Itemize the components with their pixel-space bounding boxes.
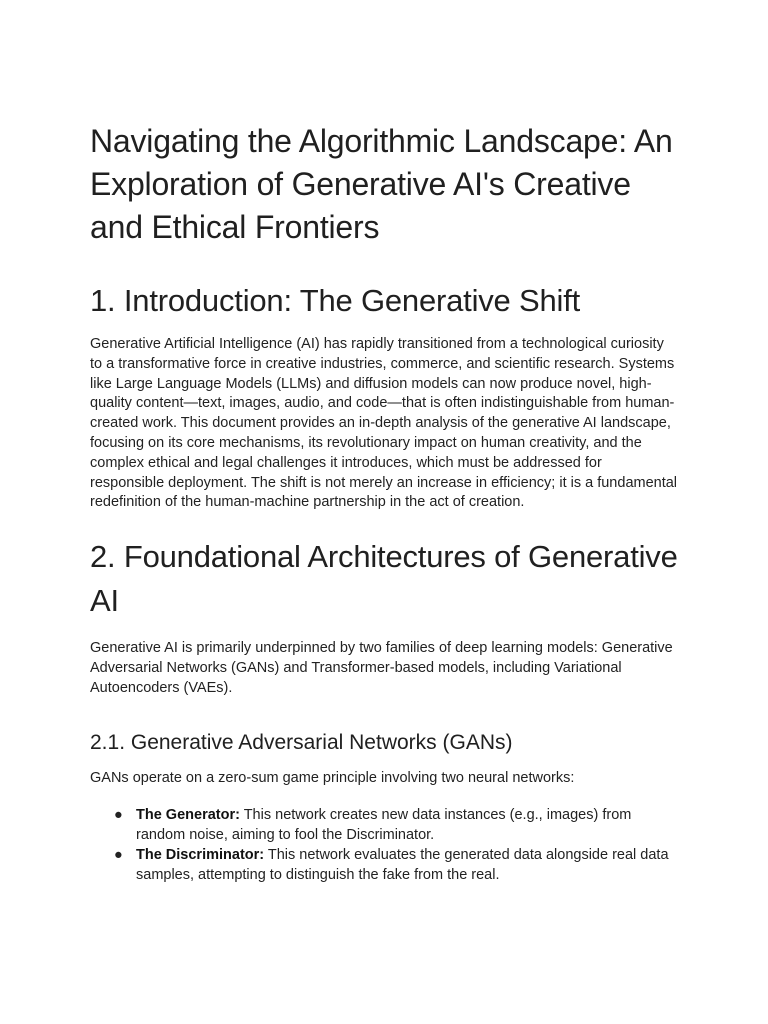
list-item bbox=[90, 846, 678, 886]
bullet-term: The Generator: bbox=[136, 807, 240, 824]
bullet-term: The Discriminator: bbox=[136, 846, 265, 863]
bullet-icon: ● bbox=[114, 846, 123, 863]
section-heading-foundational-architectures: 2. Foundational Architectures of Generative AI bbox=[90, 539, 678, 619]
introduction-paragraph: Generative Artificial Intelligence (AI) has rapidly transitioned from a technological curiosity to a transformative force in creative industries, commerce, and scientific research. Systems like Large Language Models (LLMs) and diffusion models can now produce novel, high-quality content—text, images, audio, and code—that is often indistinguishable from human-created work. This document provides an in-depth analysis of the generative AI landscape, focusing on its core mechanisms, its revolutionary impact on human creativity, and the complex ethical and legal challenges it introduces, which must be addressed for responsible deployment. The shift is not merely an increase in efficiency; it is a fundamental redefinition of the human-machine partnership in the act of creation. bbox=[90, 336, 678, 511]
bullet-icon: ● bbox=[114, 807, 123, 824]
gans-paragraph: GANs operate on a zero-sum game principle involving two neural networks: bbox=[90, 769, 575, 786]
subsection-heading-gans: 2.1. Generative Adversarial Networks (GANs) bbox=[90, 730, 513, 754]
list-item bbox=[90, 806, 678, 846]
foundational-architectures-paragraph: Generative AI is primarily underpinned by two families of deep learning models: Generative Adversarial Networks (GANs) and Transformer-based models, including Variational Autoencoders (VAEs). bbox=[90, 640, 673, 696]
bullet-text: This network creates new data instances (e.g., images) from random noise, aiming to fool the Discriminator. bbox=[136, 807, 632, 844]
document-title: Navigating the Algorithmic Landscape: An Exploration of Generative AI's Creative and Ethical Frontiers bbox=[90, 123, 673, 245]
gans-bullet-list bbox=[90, 806, 678, 885]
bullet-text: This network evaluates the generated data alongside real data samples, attempting to distinguish the fake from the real. bbox=[136, 846, 669, 883]
section-heading-introduction: 1. Introduction: The Generative Shift bbox=[90, 283, 581, 318]
